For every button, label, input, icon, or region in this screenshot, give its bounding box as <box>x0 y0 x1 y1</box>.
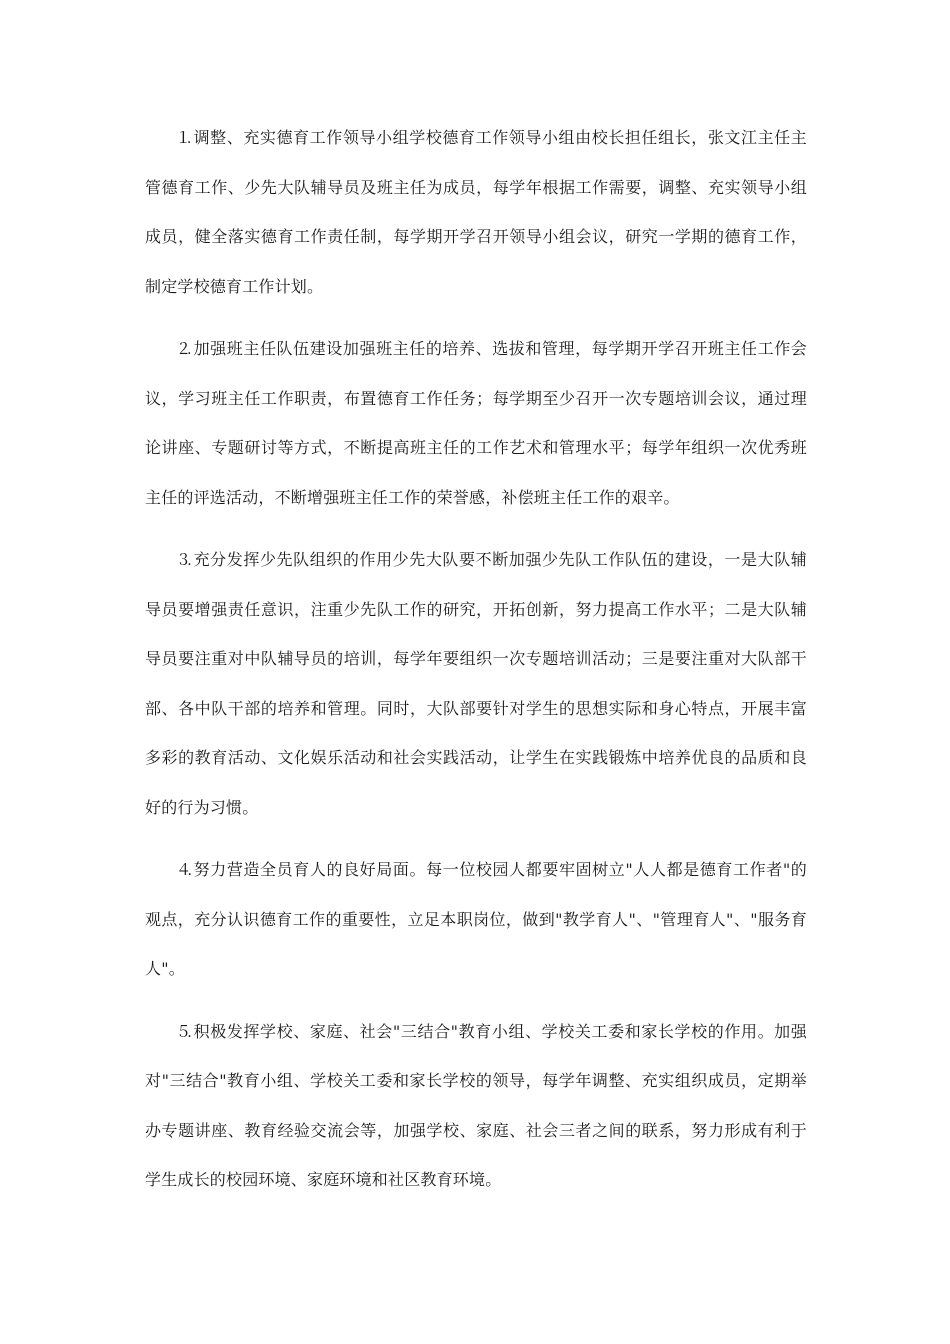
paragraph-2: ⒉加强班主任队伍建设加强班主任的培养、选拔和管理，每学期开学召开班主任工作会议，学习班主任工作职责，布置德育工作任务；每学期至少召开一次专题培训会议，通过理论讲座、专题研讨等方式，不断提高班主任的工作艺术和管理水平；每学年组织一次优秀班主任的评选活动，不断增强班主任工作的荣誉感，补偿班主任工作的艰辛。 <box>145 339 807 507</box>
paragraph-1: ⒈调整、充实德育工作领导小组学校德育工作领导小组由校长担任组长，张文江主任主管德育工作、少先大队辅导员及班主任为成员，每学年根据工作需要，调整、充实领导小组成员，健全落实德育工作责任制，每学期开学召开领导小组会议，研究一学期的德育工作，制定学校德育工作计划。 <box>145 128 807 296</box>
paragraph-5: ⒌积极发挥学校、家庭、社会"三结合"教育小组、学校关工委和家长学校的作用。加强对"三结合"教育小组、学校关工委和家长学校的领导，每学年调整、充实组织成员，定期举办专题讲座、教育经验交流会等，加强学校、家庭、社会三者之间的联系，努力形成有利于学生成长的校园环境、家庭环境和社区教育环境。 <box>145 1021 807 1189</box>
paragraph-4: ⒋努力营造全员育人的良好局面。每一位校园人都要牢固树立"人人都是德育工作者"的观点，充分认识德育工作的重要性，立足本职岗位，做到"教学育人"、"管理育人"、"服务育人"。 <box>145 860 807 978</box>
paragraph-3: ⒊充分发挥少先队组织的作用少先大队要不断加强少先队工作队伍的建设，一是大队辅导员要增强责任意识，注重少先队工作的研究，开拓创新，努力提高工作水平；二是大队辅导员要注重对中队辅导员的培训，每学年要组织一次专题培训活动；三是要注重对大队部干部、各中队干部的培养和管理。同时，大队部要针对学生的思想实际和身心特点，开展丰富多彩的教育活动、文化娱乐活动和社会实践活动，让学生在实践锻炼中培养优良的品质和良好的行为习惯。 <box>145 550 807 817</box>
document-body <box>145 113 807 1218</box>
